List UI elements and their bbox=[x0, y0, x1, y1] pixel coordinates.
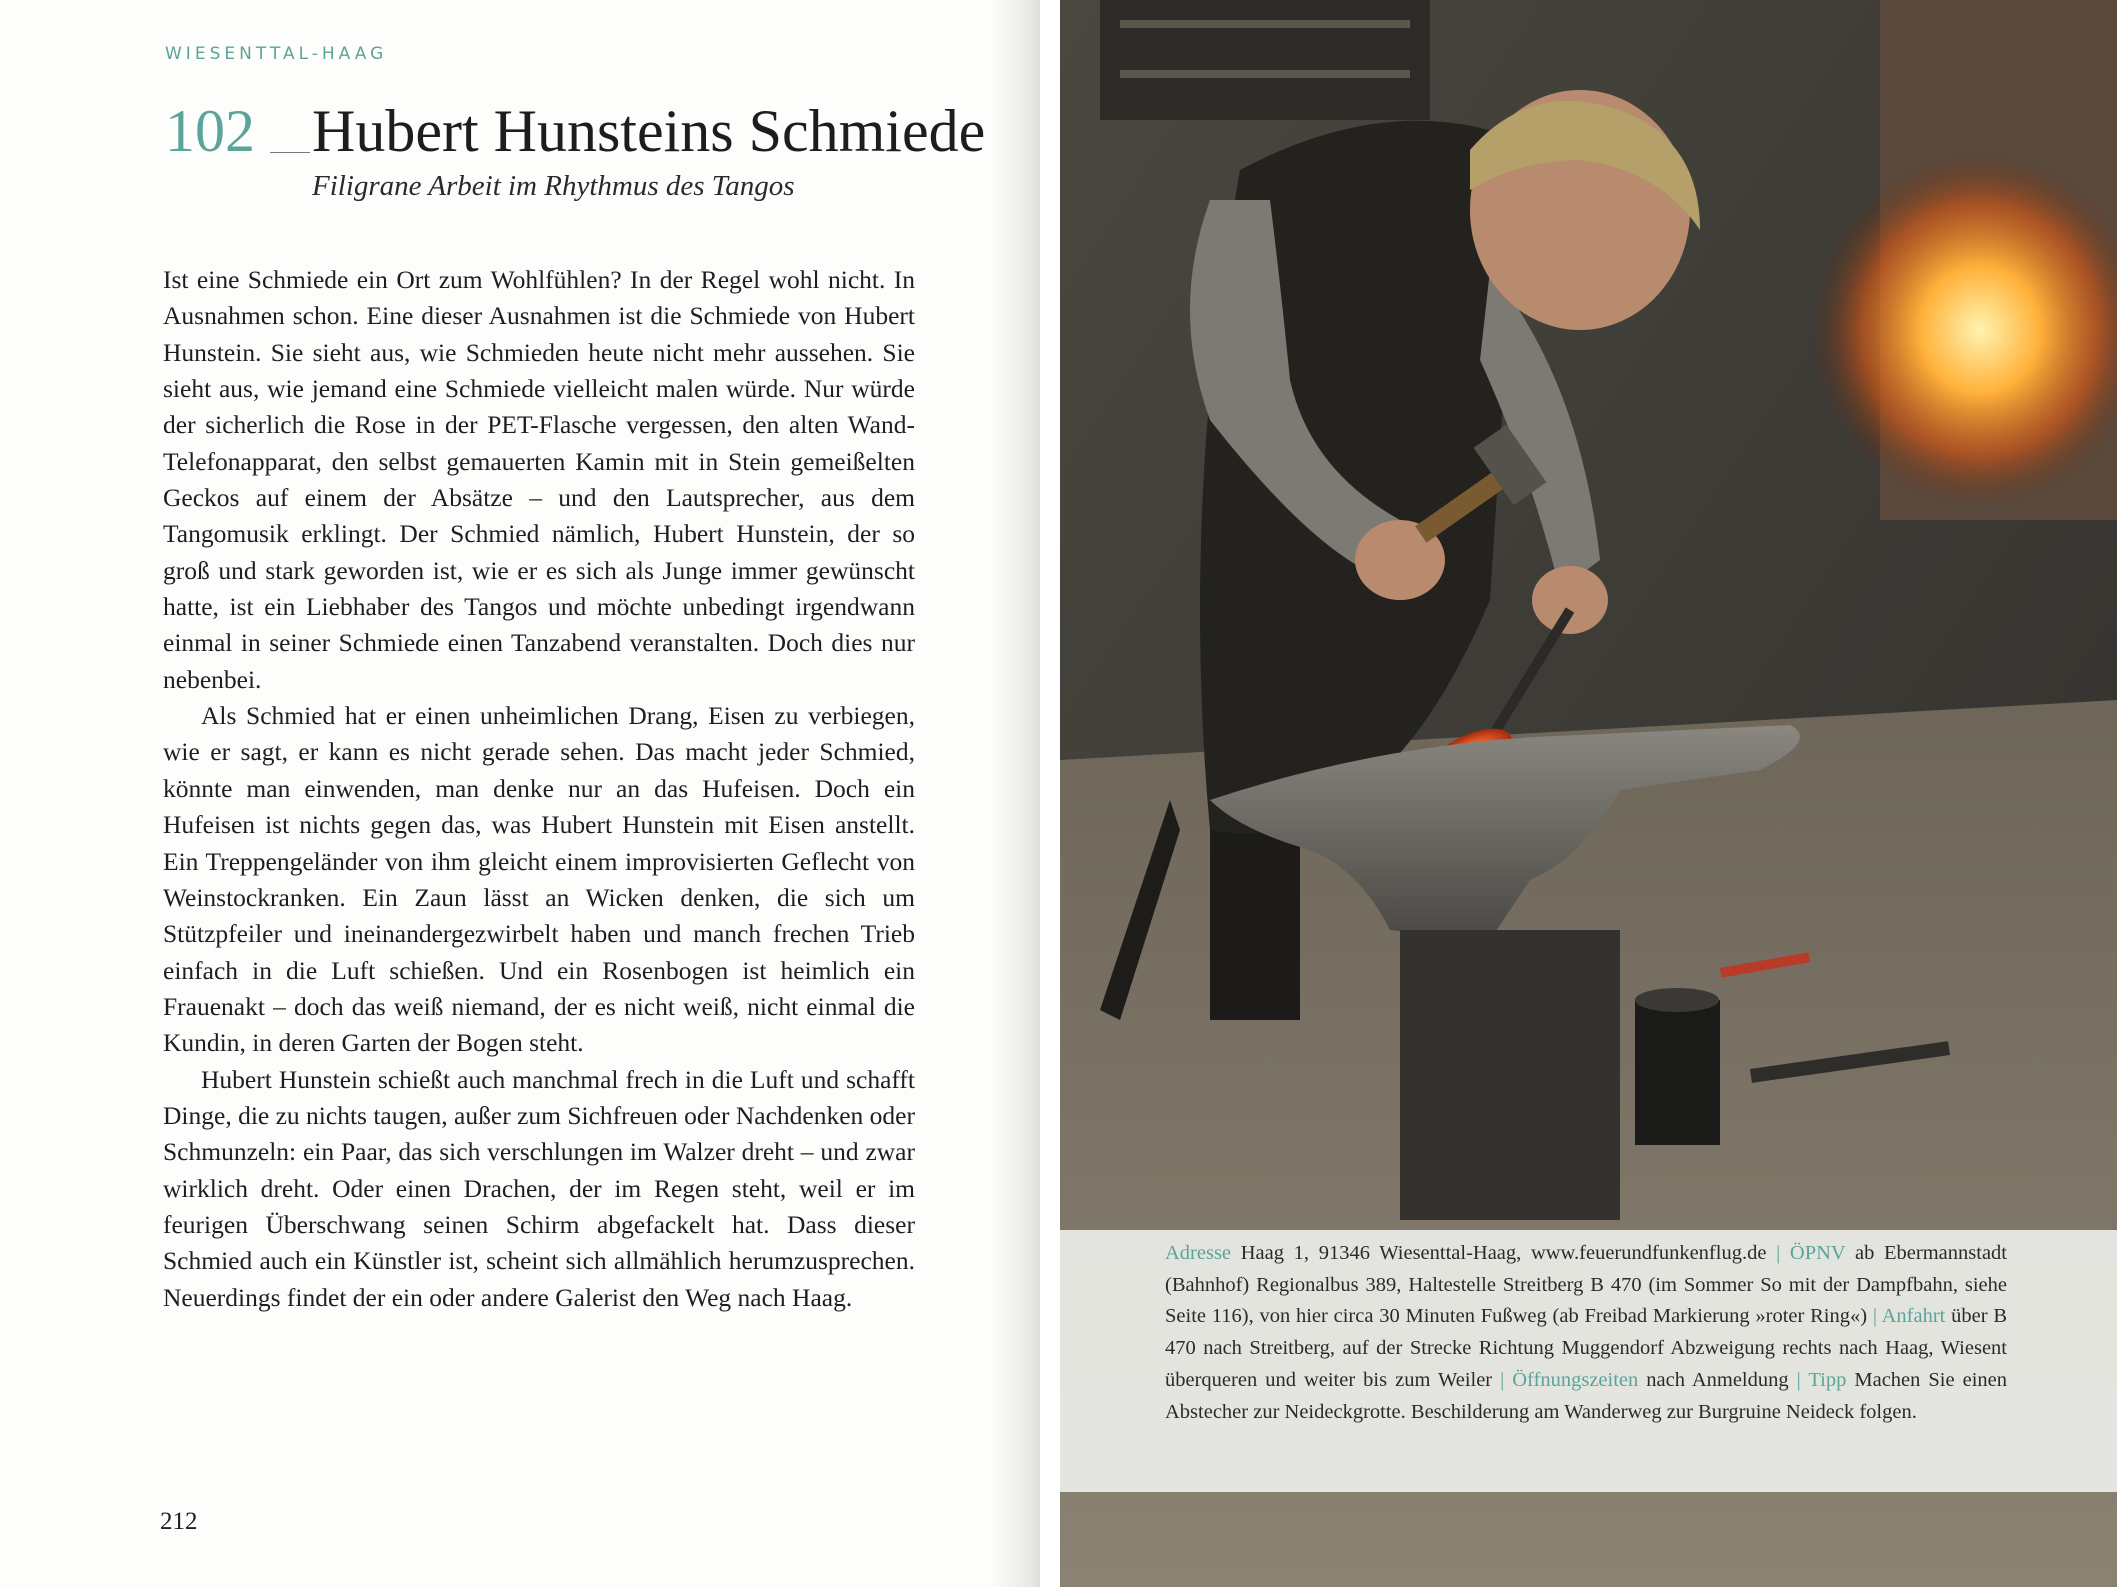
left-page bbox=[0, 0, 1040, 1587]
info-tipp: Machen Sie einen Abstecher zur Neideckgrotte. Beschilderung am Wanderweg zur Burgruine Neideck folgen. bbox=[1165, 1368, 2007, 1423]
paragraph: Hubert Hunstein schießt auch manchmal frech in die Luft und schafft Dinge, die zu nichts taugen, außer zum Sichfreuen oder Nachdenken oder Schmunzeln: ein Paar, das sich verschlungen im Walzer dreht – und zwar wirklich dreht. Oder einen Drachen, der im Regen steht, weil er im feurigen Überschwang seinen Schirm abgefackelt hat. Dass dieser Schmied auch ein Künstler ist, scheint sich allmählich herumzusprechen. Neuerdings findet der ein oder andere Galerist den Weg nach Haag. bbox=[163, 1064, 915, 1312]
info-oeffnungszeiten: nach Anmeldung bbox=[1638, 1368, 1797, 1391]
chapter-title: Hubert Hunsteins Schmiede bbox=[312, 98, 986, 164]
page-number: 212 bbox=[160, 1508, 198, 1535]
chapter-number: 102 bbox=[165, 98, 255, 164]
info-separator: | bbox=[1776, 1242, 1781, 1264]
info-anfahrt: über B 470 nach Streitberg, auf der Strecke Richtung Muggendorf Abzweigung rechts nach Haag, Wiesent überqueren und weiter bis zum Weiler bbox=[1165, 1305, 2007, 1391]
info-oepnv: ab Ebermannstadt (Bahnhof) Regionalbus 389, Haltestelle Streitberg B 470 (im Sommer So mit der Dampfbahn, siehe Seite 116), von hier circa 30 Minuten Fußweg (ab Freibad Markierung »roter Ring«) bbox=[1165, 1242, 2007, 1328]
info-label-anfahrt: Anfahrt bbox=[1881, 1305, 1946, 1328]
running-head: WIESENTTAL-HAAG bbox=[165, 44, 388, 64]
info-separator: | bbox=[1796, 1368, 1801, 1391]
chapter-subtitle: Filigrane Arbeit im Rhythmus des Tangos bbox=[312, 170, 795, 202]
info-adresse: Haag 1, 91346 Wiesenttal-Haag, www.feuerundfunkenflug.de bbox=[1231, 1242, 1777, 1264]
body-text bbox=[163, 262, 915, 1316]
paragraph: Als Schmied hat er einen unheimlichen Drang, Eisen zu verbiegen, wie er sagt, er kann es nicht gerade sehen. Das macht jeder Schmied, könnte man einwenden, man denke nur an das Hufeisen. Doch ein Hufeisen ist nichts gegen das, was Hubert Hunstein mit Eisen anstellt. Ein Treppengeländer von ihm gleicht einem improvisierten Geflecht von Weinstockranken. Ein Zaun lässt an Wicken denken, die sich um Stützpfeiler und ineinandergezwirbelt haben und manch frechen Trieb einfach in die Luft schießen. Und ein Rosenbogen ist heimlich ein Frauenakt – doch das weiß niemand, der es nicht weiß, nicht einmal die Kundin, in deren Garten der Bogen steht. bbox=[163, 701, 915, 1058]
info-label-oepnv: ÖPNV bbox=[1789, 1242, 1846, 1264]
info-separator: | bbox=[1872, 1305, 1877, 1328]
info-label-adresse: Adresse bbox=[1165, 1242, 1232, 1264]
paragraph: Ist eine Schmiede ein Ort zum Wohlfühlen? In der Regel wohl nicht. In Ausnahmen schon. Eine dieser Ausnahmen ist die Schmiede von Hubert Hunstein. Sie sieht aus, wie Schmieden heute nicht mehr aussehen. Sie sieht aus, wie jemand eine Schmiede vielleicht malen würde. Nur würde der sicherlich die Rose in der PET-Flasche vergessen, den alten Wand-Telefonapparat, den selbst gemauerten Kamin mit in Stein gemeißelten Geckos auf einem der Absätze – und den Lautsprecher, aus dem Tangomusik erklingt. Der Schmied nämlich, Hubert Hunstein, der so groß und stark geworden ist, wie er es sich als Junge immer gewünscht hatte, ist ein Liebhaber des Tangos und möchte unbedingt irgendwann einmal in seiner Schmiede einen Tanzabend veranstalten. Doch dies nur nebenbei. bbox=[163, 265, 915, 694]
info-text bbox=[1165, 1238, 2007, 1428]
number-rule bbox=[270, 152, 310, 153]
info-label-tipp: Tipp bbox=[1808, 1368, 1847, 1391]
info-separator: | bbox=[1500, 1368, 1505, 1391]
info-label-oeffnungszeiten: Öffnungszeiten bbox=[1512, 1368, 1639, 1391]
